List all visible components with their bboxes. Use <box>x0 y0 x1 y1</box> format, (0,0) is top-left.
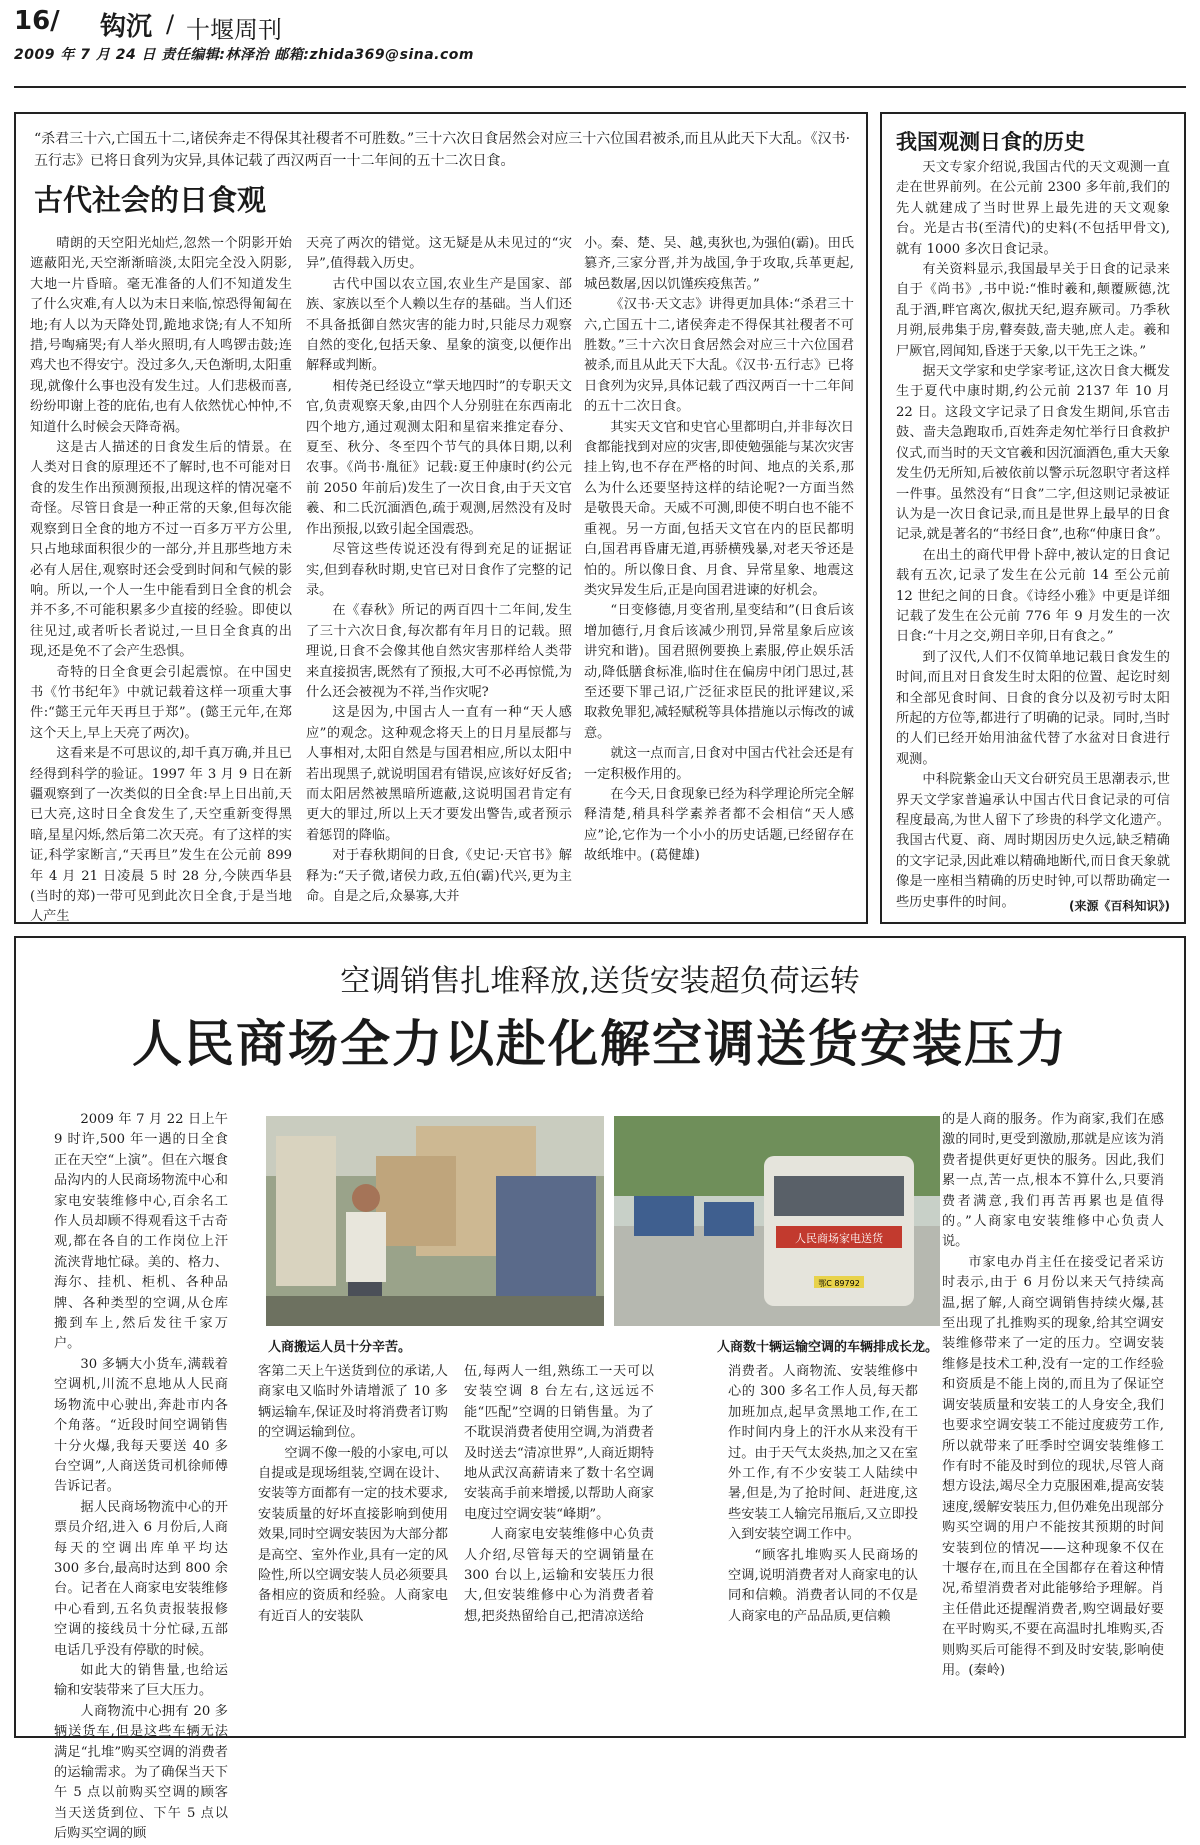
paragraph: 伍,每两人一组,熟练工一天可以安装空调 8 台左右,这远远不能“匹配”空调的日销售量。为了不耽误消费者使用空调,为消费者及时送去“清凉世界”,人商近期特地从武汉高薪请来了数十名空调安装高手前来增援,以帮助人商家电度过空调安装“峰期”。 <box>464 1364 654 1522</box>
article-column-3 <box>584 234 854 918</box>
paragraph: 客第二天上午送货到位的承诺,人商家电又临时外请增派了 10 多辆运输车,保证及时将消费者订购的空调运输到位。 <box>258 1364 448 1441</box>
paragraph: 就这一点而言,日食对中国古代社会还是有一定积极作用的。 <box>584 746 854 782</box>
article-column-1 <box>54 1110 228 1842</box>
paragraph: 奇特的日全食更会引起震惊。在中国史书《竹书纪年》中就记载着这样一项重大事件:“懿王元年天再旦于郑”。(懿王元年,在郑这个天上,早上天亮了两次)。 <box>30 664 292 741</box>
paragraph: 有关资料显示,我国最早关于日食的记录来自于《尚书》,书中说:“惟时羲和,颠覆厥德,沈乱于酒,畔官离次,俶扰天纪,遐弃厥司。乃季秋月朔,辰弗集于房,瞽奏鼓,啬夫驰,庶人走。羲和尸厥官,罔闻知,昏迷于天象,以干先王之诛。” <box>896 262 1170 359</box>
paragraph: 的是人商的服务。作为商家,我们在感激的同时,更受到激励,那就是应该为消费者提供更好更快的服务。因此,我们累一点,苦一点,根本不算什么,只要消费者满意,我们再苦再累也是值得的。”人商家电安装维修中心负责人说。 <box>942 1112 1164 1250</box>
paragraph: 据人民商场物流中心的开票员介绍,进入 6 月份后,人商每天的空调出库单平均达 300 多台,最高时达到 800 余台。记者在人商家电安装维修中心看到,五名负责报装报修空调的接线员十分忙碌,五部电话几乎没有停歇的时候。 <box>54 1499 228 1658</box>
issue-info: 2009 年 7 月 24 日 责任编辑:林泽治 邮箱:zhida369@sina.com <box>14 47 474 63</box>
paragraph: 这看来是不可思议的,却千真万确,并且已经得到科学的验证。1997 年 3 月 9 日在新疆观察到了一次类似的日全食:早上日出前,天已大亮,这时日全食发生了,天空重新变得黑暗,星星闪烁,然后第二次天亮。有了这样的实证,科学家断言,“天再旦”发生在公元前 899 年 4 月 21 日凌晨 5 时 28 分,今陕西华县(当时的郑)一带可见到此次日全食,于是当地人产生 <box>30 746 292 925</box>
paragraph: 《汉书·天文志》讲得更加具体:“杀君三十六,亡国五十二,诸侯奔走不得保其社稷者不可胜数。”三十六次日食居然会对应三十六位国君被杀,而且从此天下大乱。《汉书·五行志》已将日食列为灾异,具体记载了西汉两百一十二年间的五十二次日食。 <box>584 297 854 415</box>
paragraph: 空调不像一般的小家电,可以自提或是现场组装,空调在设计、安装等方面都有一定的技术要求,安装质量的好坏直接影响到使用效果,同时空调安装因为大部分都是高空、室外作业,具有一定的风险性,所以空调安装人员必须要具备相应的资质和经验。人商家电有近百人的安装队 <box>258 1445 448 1624</box>
van-banner-text: 人民商场家电送货 <box>795 1232 883 1245</box>
paragraph: 这是古人描述的日食发生后的情景。在人类对日食的原理还不了解时,也不可能对日食的发生作出预测预报,出现这样的情况毫不奇怪。尽管日食是一种正常的天象,但每次能观察到日全食的地方不过一百多万平方公里,只占地球面积很少的一部分,并且那些地方未必有人居住,观察时还会受到时间和气候的影响。所以,一个人一生中能看到日全食的机会并不多,不可能积累多少直接的经验。即使以往见过,或者听长者说过,一旦日全食真的出现,还是免不了会产生恐惧。 <box>30 440 292 660</box>
paragraph: 其实天文官和史官心里都明白,并非每次日食都能找到对应的灾害,即使勉强能与某次灾害挂上钩,也不存在严格的时间、地点的关系,那么为什么还要坚持这样的结论呢?一方面当然是敬畏天命。天威不可测,即使不明白也不能不重视。另一方面,包括天文官在内的臣民都明白,国君再昏庸无道,再骄横残暴,对老天爷还是怕的。所以像日食、月食、异常星象、地震这类灾异发生后,正是向国君进谏的好机会。 <box>584 419 854 598</box>
article-column-2 <box>306 234 572 918</box>
section-slash: / <box>166 10 175 38</box>
paragraph: 到了汉代,人们不仅简单地记载日食发生的时间,而且对日食发生时太阳的位置、起讫时刻和全部见食时间、日食的食分以及初亏时太阳所起的方位等,都进行了明确的记录。同时,当时的人们已经开始用油盆代替了水盆对日食进行观测。 <box>896 649 1170 767</box>
paragraph: “日变修德,月变省刑,星变结和”(日食后该增加德行,月食后该减少刑罚,异常星象后应该讲究和谐)。国君照例要换上素服,停止娱乐活动,降低膳食标准,临时住在偏房中闭门思过,甚至还要下罪己诏,广泛征求臣民的批评建议,采取救免罪犯,减轻赋税等具体措施以示悔改的诚意。 <box>584 603 854 741</box>
paper-name: 十堰周刊 <box>186 16 282 44</box>
paragraph: 天文专家介绍说,我国古代的天文观测一直走在世界前列。在公元前 2300 多年前,我们的先人就建成了当时世界上最先进的天文观象台。光是古书(至清代)的史料(不包括甲骨文),就有 1000 多次日食记录。 <box>896 160 1170 257</box>
paragraph: 30 多辆大小货车,满载着空调机,川流不息地从人民商场物流中心驶出,奔赴市内各个角落。“近段时间空调销售十分火爆,我每天要送 40 多台空调”,人商送货司机徐师傅告诉记者。 <box>54 1356 228 1495</box>
paragraph: 据天文学家和史学家考证,这次日食大概发生于夏代中康时期,约公元前 2137 年 10 月 22 日。这段文字记录了日食发生期间,乐官击鼓、啬夫急跑取币,百姓奔走匆忙举行日食救护仪式,而当时的天文官羲和因沉湎酒色,重大天象发生仍无所知,后被依前以警示玩忽职守者这样一件事。虽然没有“日食”二字,但这则记录被证认为是一次日食记录,而且是世界上最早的日食记录,就是著名的“书经日食”,也称“仲康日食”。 <box>896 364 1170 543</box>
paragraph: 尽管这些传说还没有得到充足的证据证实,但到春秋时期,史官已对日食作了完整的记录。 <box>306 542 572 598</box>
paragraph: 对于春秋期间的日食,《史记·天官书》解释为:“天子微,诸侯力政,五伯(霸)代兴,更为主命。自是之后,众暴寡,大并 <box>306 848 572 904</box>
page-number: 16/ <box>14 6 60 36</box>
paragraph: “顾客扎堆购买人民商场的空调,说明消费者对人商家电的认同和信赖。消费者认同的不仅是人商家电的产品品质,更信赖 <box>728 1547 918 1624</box>
photo-caption: 人商数十辆运输空调的车辆排成长龙。 <box>716 1340 938 1355</box>
masthead <box>14 6 1186 98</box>
article-column-1 <box>30 234 292 925</box>
paragraph: 在出土的商代甲骨卜辞中,被认定的日食记载有五次,记录了发生在公元前 14 至公元前 12 世纪之间的日食。《诗经小雅》中更是详细记载了发生在公元前 776 年 9 月发生的一次日食:“十月之交,朔日辛卯,日有食之。” <box>896 547 1170 645</box>
photo-workers-carrying <box>266 1116 604 1326</box>
photo-delivery-vans <box>614 1116 940 1326</box>
paragraph: 在《春秋》所记的两百四十二年间,发生了三十六次日食,每次都有年月日的记载。照理说,日食不会像其他自然灾害那样给人类带来直接损害,既然有了预报,大可不必再惊慌,为什么还会被视为不祥,当作灾呢? <box>306 603 572 700</box>
photo-caption: 人商搬运人员十分辛苦。 <box>268 1340 412 1355</box>
paragraph: 如此大的销售量,也给运输和安装带来了巨大压力。 <box>54 1662 228 1699</box>
paragraph: 人商家电安装维修中心负责人介绍,尽管每天的空调销量在 300 台以上,运输和安装压力很大,但安装维修中心为消费者着想,把炎热留给自己,把清凉送给 <box>464 1527 654 1624</box>
paragraph: 消费者。人商物流、安装维修中心的 300 多名工作人员,每天都加班加点,起早贪黑地工作,在工作时间内身上的汗水从来没有干过。由于天气太炎热,加之又在室外工作,有不少安装工人陆续中暑,但是,为了抢时间、赶进度,这些安装工人输完吊瓶后,又立即投入到安装空调工作中。 <box>728 1364 918 1543</box>
paragraph: 人商物流中心拥有 20 多辆送货车,但是这些车辆无法满足“扎堆”购买空调的消费者的运输需求。为了确保当天下午 5 点以前购买空调的顾客当天送货到位、下午 5 点以后购买空调的顾 <box>54 1703 228 1842</box>
article-column-5 <box>942 1110 1164 1724</box>
photo-delivery-vans-image <box>614 1116 940 1326</box>
article-lead: “杀君三十六,亡国五十二,诸侯奔走不得保其社稷者不可胜数。”三十六次日食居然会对应三十六位国君被杀,而且从此天下大乱。《汉书·五行志》已将日食列为灾异,具体记载了西汉两百一十二年间的五十二次日食。 <box>34 131 851 169</box>
article-ac-delivery <box>14 936 1186 1842</box>
article-column-4 <box>728 1362 918 1724</box>
article-eclipse-history <box>880 112 1186 924</box>
paragraph: 这是因为,中国古人一直有一种“天人感应”的观念。这种观念将天上的日月星辰都与人事相对,太阳自然是与国君相应,所以太阳中若出现黑子,就说明国君有错误,应该好好反省;而太阳居然被黑暗所遮蔽,这说明国君肯定有更大的罪过,所以上天才要发出警告,或者预示着惩罚的降临。 <box>306 705 572 843</box>
license-plate-text: 鄂C 89792 <box>818 1279 860 1288</box>
article-column-2 <box>258 1362 448 1724</box>
paragraph: 晴朗的天空阳光灿烂,忽然一个阴影开始遮蔽阳光,天空渐渐暗淡,太阳完全没入阴影,大地一片昏暗。毫无准备的人们不知道发生了什么灾难,有人以为末日来临,惊恐得匍匐在地;有人以为天降处罚,跪地求饶;有人不知所措,号啕痛哭;有人举火照明,有人鸣锣击鼓;连鸡犬也不得安宁。没过多久,天色渐明,太阳重现,就像什么事也没有发生过。人们悲极而喜,纷纷叩谢上苍的庇佑,也有人依然忧心忡忡,不知道什么时候会天降奇祸。 <box>30 236 292 435</box>
article-title: 我国观测日食的历史 <box>896 130 1085 154</box>
paragraph: 相传尧已经设立“掌天地四时”的专职天文官,负责观察天象,由四个人分别驻在东西南北四个地方,通过观测太阳和星宿来推定春分、夏至、秋分、冬至四个节气的具体日期,以利农事。《尚书·胤征》记载:夏王仲康时(约公元前 2050 年前后)发生了一次日食,由于天文官羲、和二氏沉湎酒色,疏于观测,居然没有及时作出预报,以致引起全国震恐。 <box>306 378 572 537</box>
section-name: 钩沉 <box>100 12 153 42</box>
paragraph: 小。秦、楚、吴、越,夷狄也,为强伯(霸)。田氏篡齐,三家分晋,并为战国,争于攻取,兵革更起,城邑数屠,因以饥馑疾疫焦苦。” <box>584 236 854 292</box>
paragraph: 2009 年 7 月 22 日上午 9 时许,500 年一遇的日全食正在天空“上演”。但在六堰食品沟内的人民商场物流中心和家电安装维修中心,百余名工作人员却顾不得观看这千古奇观,都在各自的工作岗位上汗流浃背地忙碌。美的、格力、海尔、挂机、柜机、各种品牌、各种类型的空调,从仓库搬到车上,然后发往千家万户。 <box>54 1112 228 1352</box>
article-ancient-eclipse <box>14 112 868 924</box>
article-source: (来源《百科知识》) <box>1069 899 1170 913</box>
paragraph: 天亮了两次的错觉。这无疑是从未见过的“灾异”,值得载入历史。 <box>306 236 572 272</box>
article-column-3 <box>464 1362 654 1724</box>
paragraph: 在今天,日食现象已经为科学理论所完全解释清楚,稍具科学素养者都不会相信“天人感应”论,它作为一个小小的历史话题,已经留存在故纸堆中。(葛健雄) <box>584 786 854 864</box>
article-kicker: 空调销售扎堆释放,送货安装超负荷运转 <box>340 964 860 999</box>
photo-workers-carrying-image <box>266 1116 604 1326</box>
paragraph: 古代中国以农立国,农业生产是国家、部族、家族以至个人赖以生存的基础。当人们还不具备抵御自然灾害的能力时,只能尽力观察自然的变化,包括天象、星象的演变,以便作出解释或判断。 <box>306 276 572 374</box>
article-headline: 人民商场全力以赴化解空调送货安装压力 <box>132 1015 1068 1073</box>
paragraph: 市家电办肖主任在接受记者采访时表示,由于 6 月份以来天气持续高温,据了解,人商空调销售持续火爆,甚至出现了扎推购买的现象,给其空调安装维修带来了一定的压力。空调安装维修是技术工种,没有一定的工作经验和资质是不能上岗的,而且为了保证空调安装质量和安装工的人身安全,我们也要求空调安装工不能过度疲劳工作,所以就带来了旺季时空调安装维修工作有时不能及时到位的现状,尽管人商想方设法,竭尽全力克服困难,提高安装速度,缓解安装压力,但仍难免出现部分购买空调的用户不能按其预期的时间安装到位的情况——这种现象不仅在十堰存在,而且在全国都存在着这种情况,希望消费者对此能够给予理解。肖主任借此还提醒消费者,购空调最好要在平时购买,不要在高温时扎堆购买,否则购买后可能得不到及时安装,影响使用。(秦岭) <box>942 1254 1164 1678</box>
masthead-rule <box>14 86 1186 88</box>
article-title: 古代社会的日食观 <box>34 183 267 217</box>
paragraph: 中科院紫金山天文台研究员王思潮表示,世界天文学家普遍承认中国古代日食记录的可信程度最高,为世人留下了珍贵的科学文化遗产。我国古代夏、商、周时期因历史久远,缺乏精确的文字记录,因此难以精确地断代,而日食天象就像是一座相当精确的历史时钟,可以帮助确定一些历史事件的时间。 <box>896 772 1170 910</box>
